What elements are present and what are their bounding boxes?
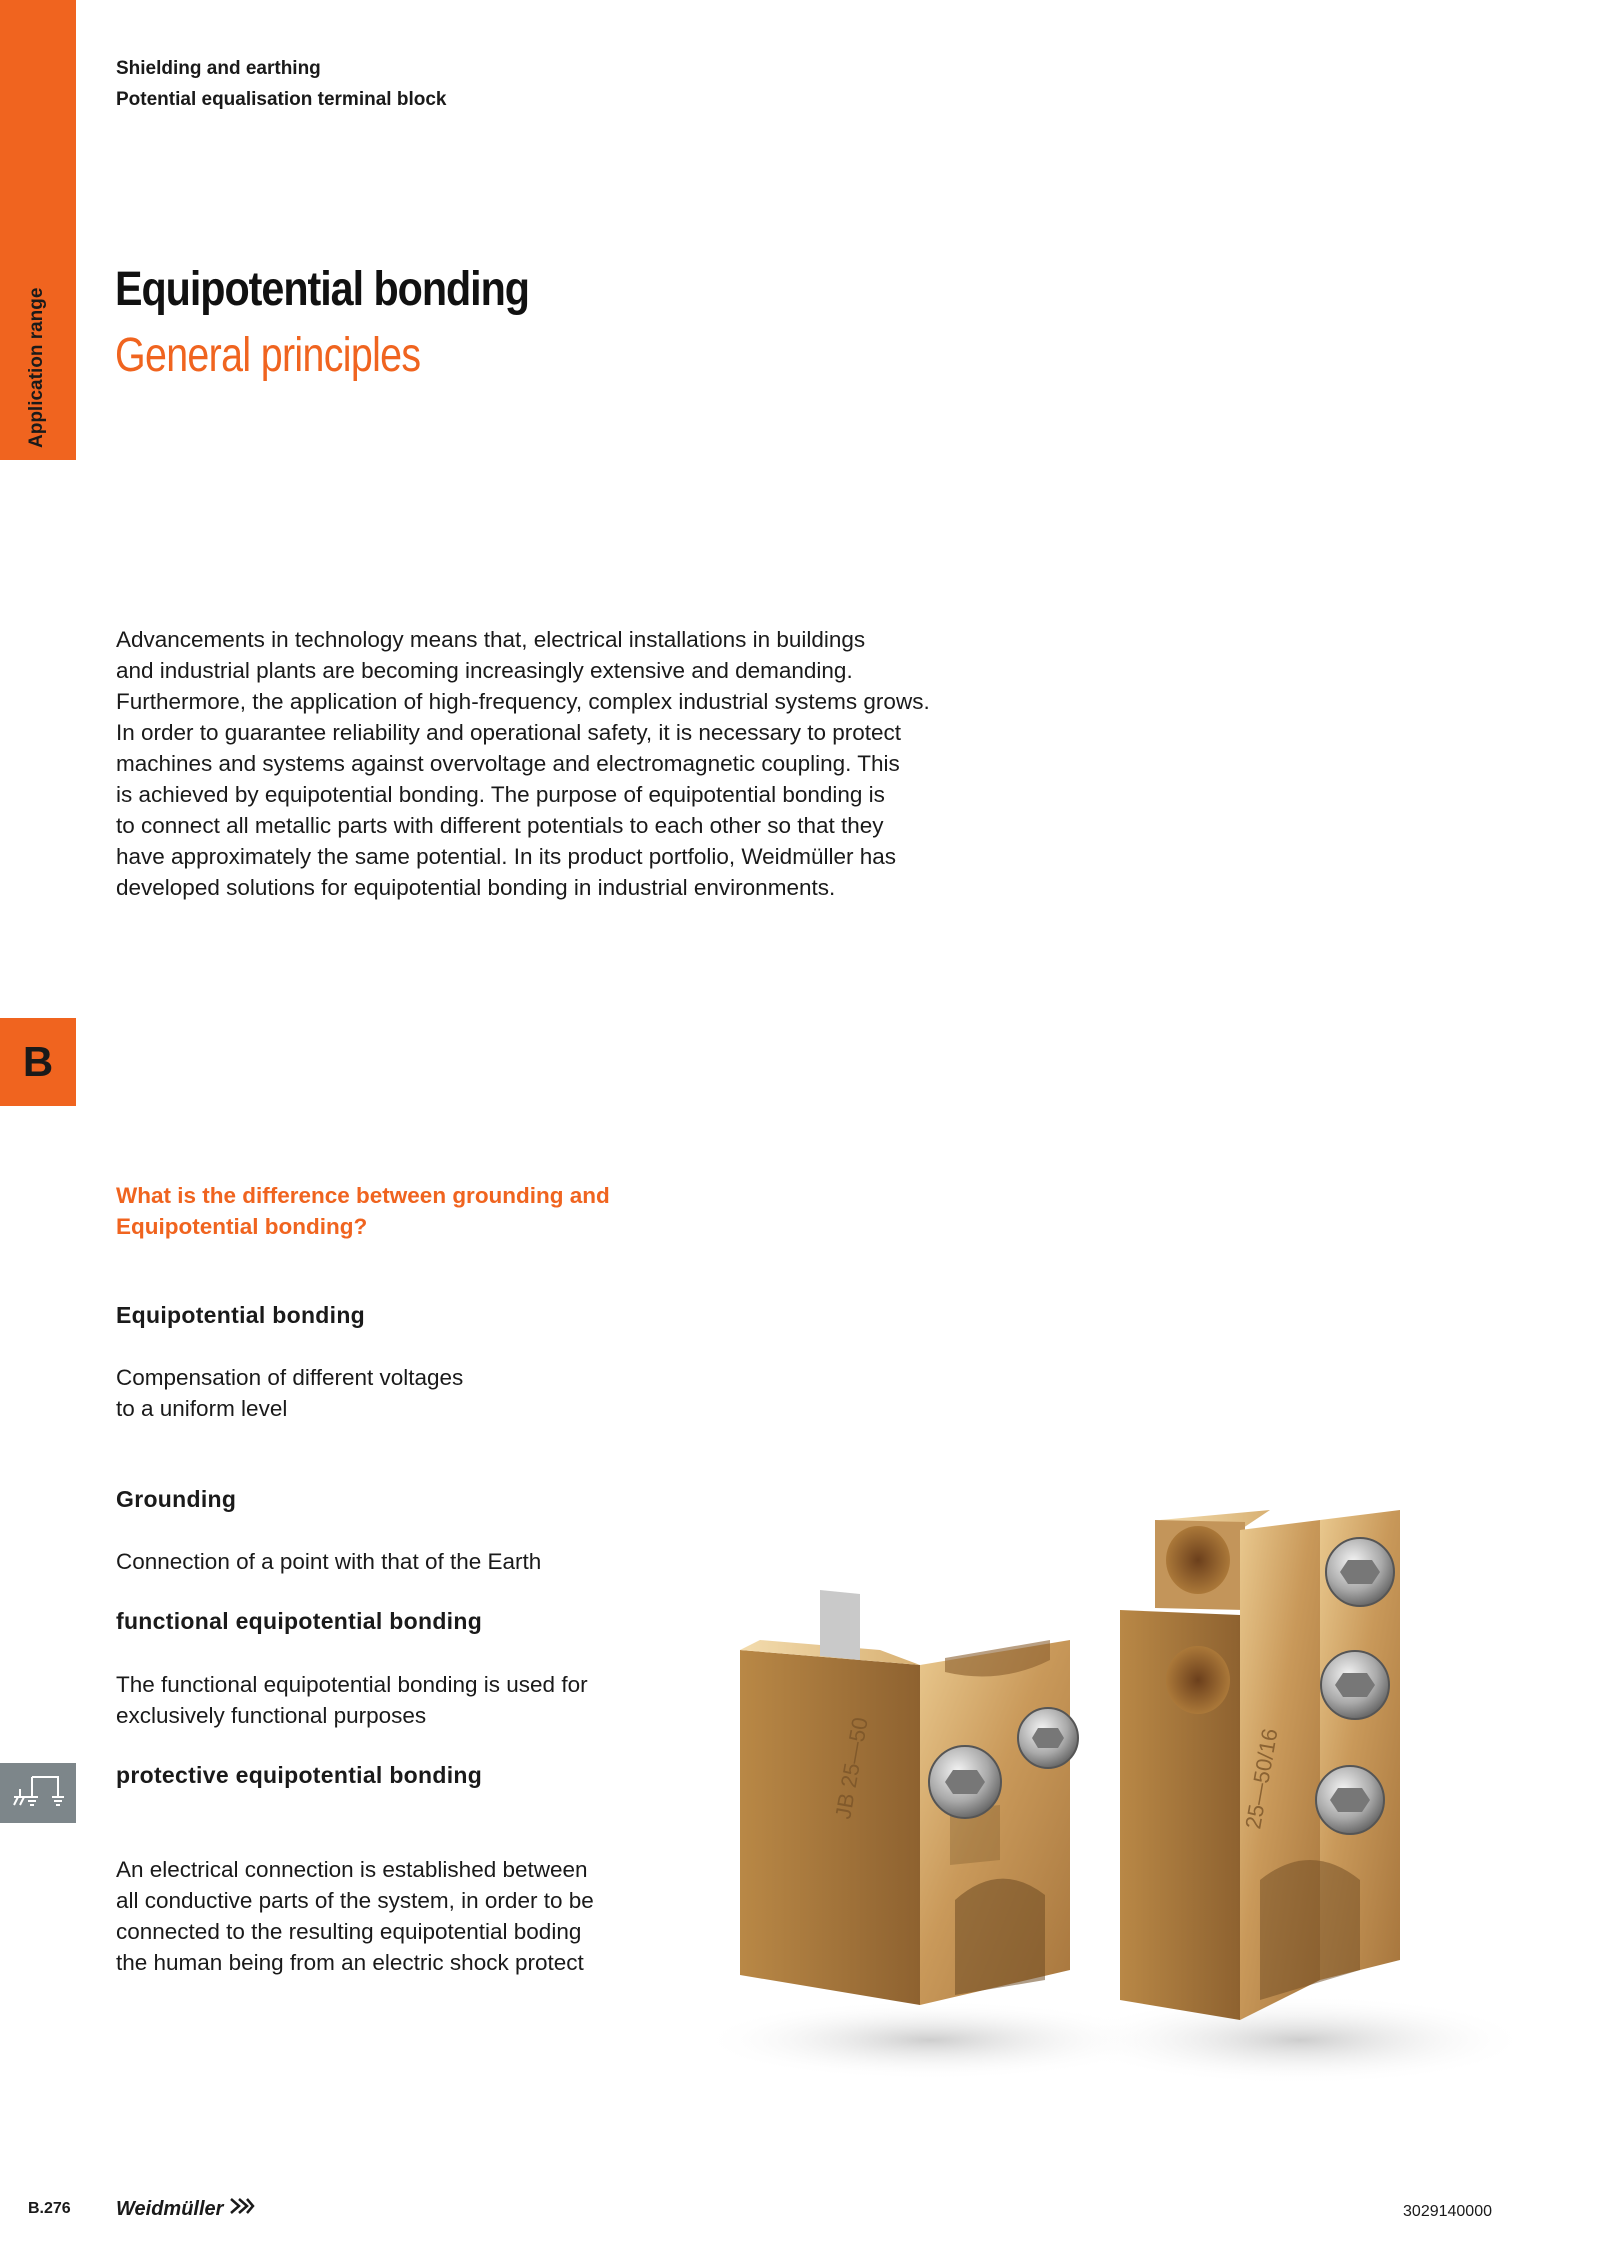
intro-line: developed solutions for equipotential bonding in industrial environments. — [116, 875, 836, 900]
page-subtitle: General principles — [115, 329, 421, 382]
equipotential-bonding-heading: Equipotential bonding — [116, 1302, 366, 1328]
equipotential-bonding-symbol-icon — [0, 1763, 76, 1823]
text-line: all conductive parts of the system, in order to be — [116, 1888, 594, 1913]
question-line: What is the difference between grounding and — [116, 1183, 610, 1208]
intro-line: have approximately the same potential. In its product portfolio, Weidmüller has — [116, 844, 896, 869]
question-line: Equipotential bonding? — [116, 1214, 368, 1239]
text-line: connected to the resulting equipotential boding — [116, 1919, 582, 1944]
page-title: Equipotential bonding — [115, 263, 529, 316]
section-question-heading — [116, 1180, 610, 1242]
footer-brand-logo — [116, 2196, 255, 2222]
text-line: The functional equipotential bonding is used for — [116, 1672, 588, 1697]
header-category: Shielding and earthing — [116, 58, 321, 79]
functional-bonding-text — [116, 1669, 588, 1731]
text-line: to a uniform level — [116, 1396, 288, 1421]
left-terminal-block — [740, 1590, 1078, 2005]
header-subcategory: Potential equalisation terminal block — [116, 89, 447, 110]
protective-bonding-heading: protective equipotential bonding — [116, 1762, 483, 1788]
section-tab-b: B — [0, 1018, 76, 1106]
text-line: An electrical connection is established between — [116, 1857, 588, 1882]
intro-line: to connect all metallic parts with different potentials to each other so that they — [116, 813, 884, 838]
intro-line: Furthermore, the application of high-frequency, complex industrial systems grows. — [116, 689, 930, 714]
equipotential-bonding-text — [116, 1362, 463, 1424]
text-line: exclusively functional purposes — [116, 1703, 427, 1728]
intro-line: machines and systems against overvoltage and electromagnetic coupling. This — [116, 751, 900, 776]
application-range-label: Application range — [26, 287, 47, 448]
brand-name: Weidmüller — [116, 2197, 224, 2220]
left-block-marking: JB 25—50 — [830, 1715, 873, 1821]
grounding-heading: Grounding — [116, 1486, 237, 1512]
functional-bonding-heading: functional equipotential bonding — [116, 1608, 483, 1634]
text-line: Compensation of different voltages — [116, 1365, 464, 1390]
intro-paragraph — [116, 624, 1056, 903]
right-block-marking: 25—50/16 — [1240, 1726, 1283, 1831]
protective-bonding-text — [116, 1854, 594, 1978]
text-line: Connection of a point with that of the Earth — [116, 1549, 542, 1574]
intro-line: Advancements in technology means that, electrical installations in buildings — [116, 627, 866, 652]
weidmuller-logo-icon — [229, 2196, 255, 2222]
intro-line: In order to guarantee reliability and operational safety, it is necessary to protect — [116, 720, 902, 745]
text-line: the human being from an electric shock protect — [116, 1950, 584, 1975]
grounding-text — [116, 1546, 541, 1577]
document-code: 3029140000 — [1403, 2203, 1492, 2220]
page-number: B.276 — [28, 2200, 71, 2217]
intro-line: and industrial plants are becoming increasingly extensive and demanding. — [116, 658, 853, 683]
right-terminal-block — [1120, 1510, 1400, 2020]
intro-line: is achieved by equipotential bonding. The purpose of equipotential bonding is — [116, 782, 885, 807]
product-photo — [700, 1500, 1530, 2160]
